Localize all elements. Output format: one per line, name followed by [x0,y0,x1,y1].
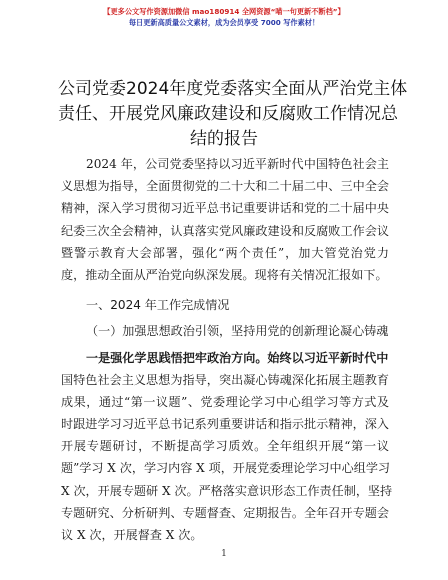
point-1-line: 专题研究、分析研判、专题督查、定期报告。全年召开专题会 [61,505,389,520]
point-1-first-line [61,347,389,369]
point-1-line: 议 X 次，开展督查 X 次。 [61,528,203,542]
title-line-3: 结的报告 [190,129,258,149]
point-1-line: 成果，通过“第一议题”、党委理论学习中心组学习等方式及 [61,394,389,409]
point-1-line: 开展专题研讨，不断提高学习质效。全年组织开展“第一议 [61,439,389,454]
point-1-line: X 次，开展专题研 X 次。严格落实意识形态工作责任制，坚持 [61,483,393,498]
point-1-line: 题”学习 X 次，学习内容 X 项，开展党委理论学习中心组学习 [61,461,391,476]
intro-line: 纪委三次全会精神，认真落实党风廉政建设和反腐败工作会议 [61,223,389,238]
intro-line: 义思想为指导，全面贯彻党的二十大和二十届二中、三中全会 [61,179,389,194]
section-heading: 一、2024 年工作完成情况 [86,298,230,313]
promo-banner-line-1: 【更多公文写作资源加微信 mao180914 全网资源“喵一句更新不断档”】 [103,7,345,16]
subsection-heading: （一）加强思想政治引领，坚持用党的创新理论凝心铸魂 [86,324,389,339]
point-1-line: 时跟进学习习近平总书记系列重要讲话和指示批示精神，深入 [61,417,389,432]
intro-line: 2024 年，公司党委坚持以习近平新时代中国特色社会主 [86,157,389,171]
intro-line: 精神，深入学习贯彻习近平总书记重要讲话和党的二十届中央 [61,201,389,216]
intro-line: 度，推动全面从严治党向纵深发展。现将有关情况汇报如下。 [61,267,388,282]
document-title [58,77,408,152]
intro-paragraph [61,153,389,286]
title-line-1: 公司党委2024年度党委落实全面从严治党主体 [58,79,408,99]
document-body [61,153,393,546]
promo-banner-line-2: 每日更新高质量公文素材，成为会员享受 7000 写作素材！ [128,18,320,27]
promo-banner [0,6,448,28]
point-1-line: 国特色社会主义思想为指导，突出凝心铸魂深化拓展主题教育 [61,372,389,387]
point-1-paragraph [61,347,393,547]
title-line-2: 责任、开展党风廉政建设和反腐败工作情况总 [58,104,398,124]
page-number: 1 [221,549,227,559]
point-1-lead-tail: 始终以习近平新时代中 [267,350,389,365]
point-1-lead: 一是强化学思践悟把牢政治方向。 [86,350,268,365]
intro-line: 暨警示教育大会部署，强化“两个责任”，加大管党治党力 [61,245,389,260]
